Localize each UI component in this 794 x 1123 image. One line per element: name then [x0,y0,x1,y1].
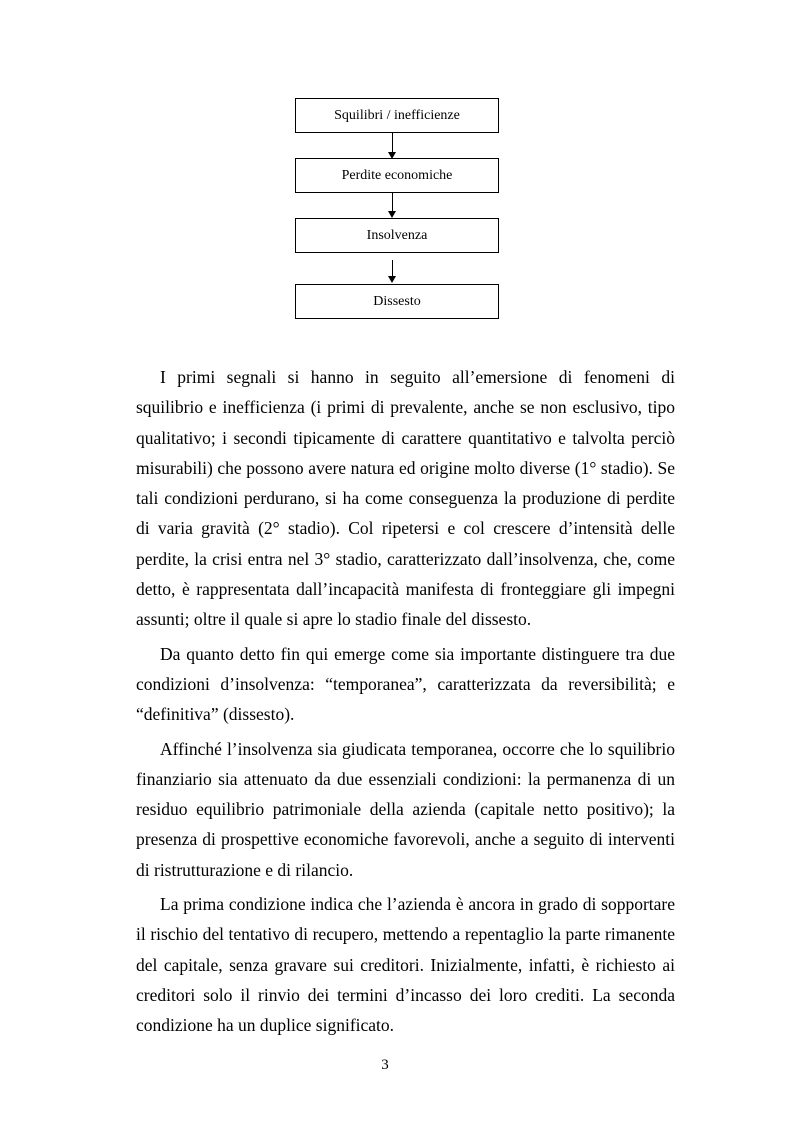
flowchart-step-economic-losses: Perdite economiche [295,158,499,193]
paragraph-3: Affinché l’insolvenza sia giudicata temporanea, occorre che lo squilibrio finanziario sia attenuato da due essenziali condizioni: la permanenza di un residuo equilibrio patrimoniale della azienda (capitale netto positivo); la presenza di prospettive economiche favorevoli, anche a seguito di interventi di ristrutturazione e di rilancio. [136,738,675,880]
flowchart [0,0,794,340]
flowchart-step-insolvency: Insolvenza [295,218,499,253]
paragraph-1: I primi segnali si hanno in seguito all’emersione di fenomeni di squilibrio e inefficienza (i primi di prevalente, anche se non esclusivo, tipo qualitativo; i secondi tipicamente di carattere quantitativo e talvolta perciò misurabili) che possono avere natura ed origine molto diverse (1° stadio). Se tali condizioni perdurano, si ha come conseguenza la produzione di perdite di varia gravità (2° stadio). Col ripetersi e col crescere d’intensità delle perdite, la crisi entra nel 3° stadio, caratterizzato dall’insolvenza, che, come detto, è rappresentata dall’incapacità manifesta di fronteggiare gli impegni assunti; oltre il quale si apre lo stadio finale del dissesto. [136,367,675,630]
paragraph-2: Da quanto detto fin qui emerge come sia importante distinguere tra due condizioni d’insolvenza: “temporanea”, caratterizzata da reversibilità; e “definitiva” (dissesto). [136,643,675,725]
paragraph-4: La prima condizione indica che l’azienda è ancora in grado di sopportare il rischio del tentativo di recupero, mettendo a repentaglio la parte rimanente del capitale, senza gravare sui creditori. Inizialmente, infatti, è richiesto ai creditori solo il rinvio dei termini d’incasso dei loro crediti. La seconda condizione ha un duplice significato. [136,894,675,1036]
page-number: 3 [381,1057,389,1073]
flowchart-step-collapse: Dissesto [295,284,499,319]
body-text [136,362,675,1045]
flowchart-step-imbalances: Squilibri / inefficienze [295,98,499,133]
